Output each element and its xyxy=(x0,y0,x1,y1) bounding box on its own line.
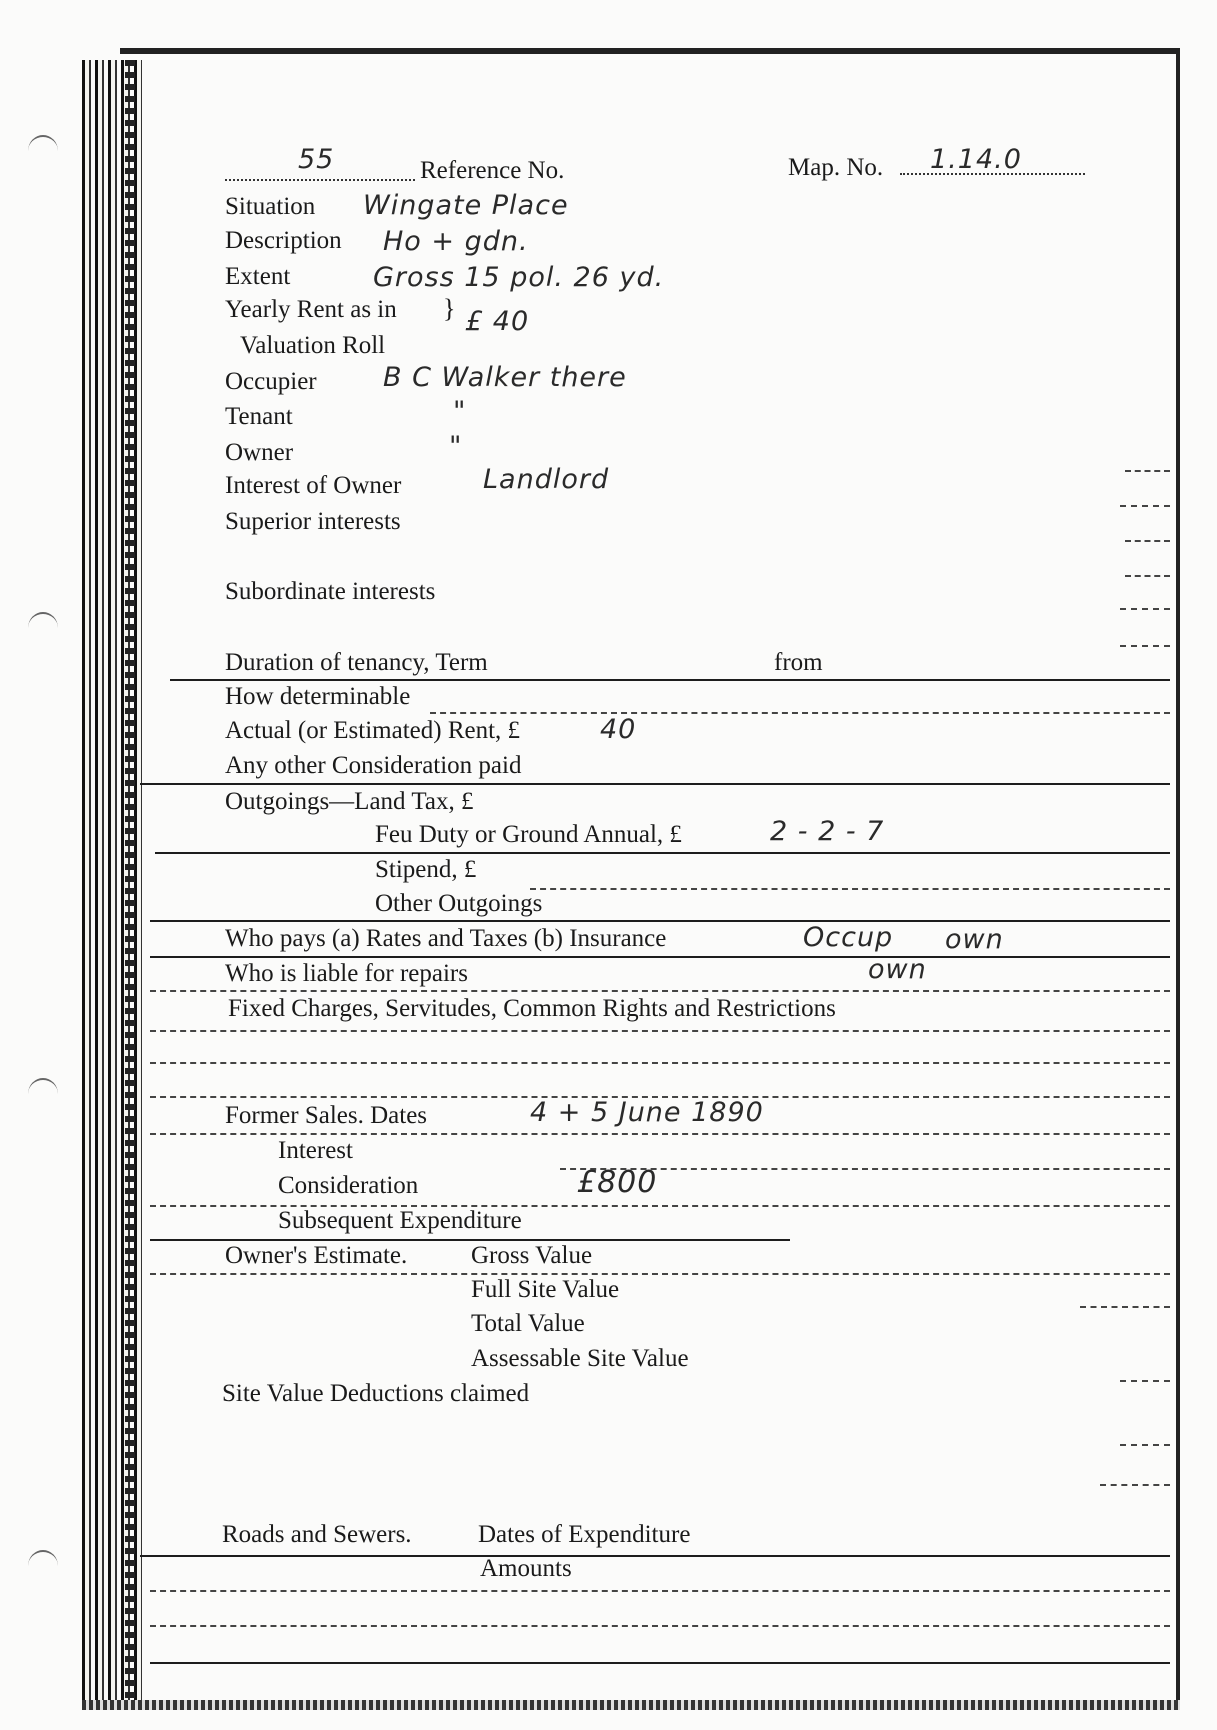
description-value: Ho + gdn. xyxy=(383,226,529,257)
interest-of-owner-value: Landlord xyxy=(483,464,610,495)
occupier-value: B C Walker there xyxy=(383,362,627,393)
row-rule xyxy=(150,920,1170,922)
former-sales-label: Former Sales. Dates xyxy=(225,1102,428,1129)
punch-hole-1 xyxy=(28,135,58,167)
reference-label: Reference No. xyxy=(420,157,565,184)
dates-of-expenditure-label: Dates of Expenditure xyxy=(478,1521,691,1548)
row-rule xyxy=(170,679,1170,681)
feu-duty-value: 2 - 2 - 7 xyxy=(770,816,885,847)
tenant-label: Tenant xyxy=(225,403,293,430)
subordinate-interests-label: Subordinate interests xyxy=(225,578,436,605)
row-rule xyxy=(150,1133,1170,1135)
other-outgoings-label: Other Outgoings xyxy=(375,890,543,917)
actual-rent-value: 40 xyxy=(600,714,637,745)
who-pays-label: Who pays (a) Rates and Taxes (b) Insurance xyxy=(225,925,667,952)
row-rule xyxy=(430,712,1170,714)
occupier-label: Occupier xyxy=(225,368,317,395)
scan-top-edge xyxy=(120,48,1180,54)
binder-stitching xyxy=(125,60,135,1700)
scan-right-edge xyxy=(1176,48,1180,1708)
subsequent-expenditure-label: Subsequent Expenditure xyxy=(278,1207,522,1234)
from-label: from xyxy=(774,649,823,676)
punch-hole-3 xyxy=(28,1078,58,1110)
margin-dash xyxy=(1125,540,1170,542)
margin-dash xyxy=(1120,505,1170,507)
amounts-label: Amounts xyxy=(480,1555,572,1582)
row-rule xyxy=(140,783,1170,785)
margin-dash xyxy=(1120,1380,1170,1382)
margin-dash xyxy=(1080,1306,1170,1308)
total-value-label: Total Value xyxy=(471,1310,585,1337)
situation-label: Situation xyxy=(225,193,316,220)
repairs-value: own xyxy=(868,954,927,985)
site-value-deductions-label: Site Value Deductions claimed xyxy=(222,1380,530,1407)
row-rule xyxy=(155,852,1170,854)
owner-label: Owner xyxy=(225,439,294,466)
stipend-label: Stipend, £ xyxy=(375,856,477,883)
yearly-rent-label: Yearly Rent as in xyxy=(225,296,397,323)
full-site-value-label: Full Site Value xyxy=(471,1276,620,1303)
owner-value: " xyxy=(449,431,463,462)
row-rule xyxy=(150,1030,1170,1032)
who-pays-rates-value: Occup xyxy=(803,922,894,953)
row-rule xyxy=(150,1625,1170,1627)
determinable-label: How determinable xyxy=(225,683,411,710)
duration-label: Duration of tenancy, Term xyxy=(225,649,488,676)
outgoings-label: Outgoings—Land Tax, £ xyxy=(225,788,474,815)
description-label: Description xyxy=(225,227,342,254)
owners-estimate-label: Owner's Estimate. xyxy=(225,1242,408,1269)
yearly-rent-value: £ 40 xyxy=(465,306,530,337)
row-rule xyxy=(150,1662,1170,1664)
situation-value: Wingate Place xyxy=(363,190,569,221)
feu-duty-label: Feu Duty or Ground Annual, £ xyxy=(375,821,682,848)
row-rule xyxy=(150,1062,1170,1064)
former-sales-value: 4 + 5 June 1890 xyxy=(530,1097,764,1128)
row-rule xyxy=(530,888,1170,890)
margin-dash xyxy=(1120,645,1170,647)
extent-label: Extent xyxy=(225,263,291,290)
other-consideration-label: Any other Consideration paid xyxy=(225,752,522,779)
reference-value: 55 xyxy=(298,144,335,175)
punch-hole-4 xyxy=(28,1550,58,1582)
actual-rent-label: Actual (or Estimated) Rent, £ xyxy=(225,717,521,744)
reference-rule xyxy=(225,179,415,181)
row-rule xyxy=(140,1555,1170,1557)
extent-value: Gross 15 pol. 26 yd. xyxy=(373,262,665,293)
margin-dash xyxy=(1120,608,1170,610)
row-rule xyxy=(150,990,1170,992)
repairs-label: Who is liable for repairs xyxy=(225,960,468,987)
brace-mark: } xyxy=(443,294,456,323)
margin-dash xyxy=(1125,470,1170,472)
row-rule xyxy=(150,1239,790,1241)
map-label: Map. No. xyxy=(788,154,884,181)
who-pays-insurance-value: own xyxy=(945,924,1004,955)
row-rule xyxy=(150,956,1170,958)
interest-label: Interest xyxy=(278,1137,353,1164)
superior-interests-label: Superior interests xyxy=(225,508,401,535)
row-rule xyxy=(150,1273,1170,1275)
gross-value-label: Gross Value xyxy=(471,1242,593,1269)
consideration-value: £800 xyxy=(577,1165,658,1200)
map-value: 1.14.0 xyxy=(930,144,1022,175)
assessable-site-value-label: Assessable Site Value xyxy=(471,1345,689,1372)
roads-and-sewers-label: Roads and Sewers. xyxy=(222,1521,412,1548)
tenant-value: " xyxy=(453,396,467,427)
interest-of-owner-label: Interest of Owner xyxy=(225,472,402,499)
punch-hole-2 xyxy=(28,612,58,644)
row-rule xyxy=(150,1590,1170,1592)
fixed-charges-label: Fixed Charges, Servitudes, Common Rights and Restrictions xyxy=(228,995,836,1022)
valuation-roll-label: Valuation Roll xyxy=(240,332,386,359)
consideration-label: Consideration xyxy=(278,1172,419,1199)
margin-dash xyxy=(1100,1484,1170,1486)
margin-dash xyxy=(1125,575,1170,577)
scan-bottom-edge xyxy=(82,1700,1180,1710)
margin-dash xyxy=(1120,1444,1170,1446)
